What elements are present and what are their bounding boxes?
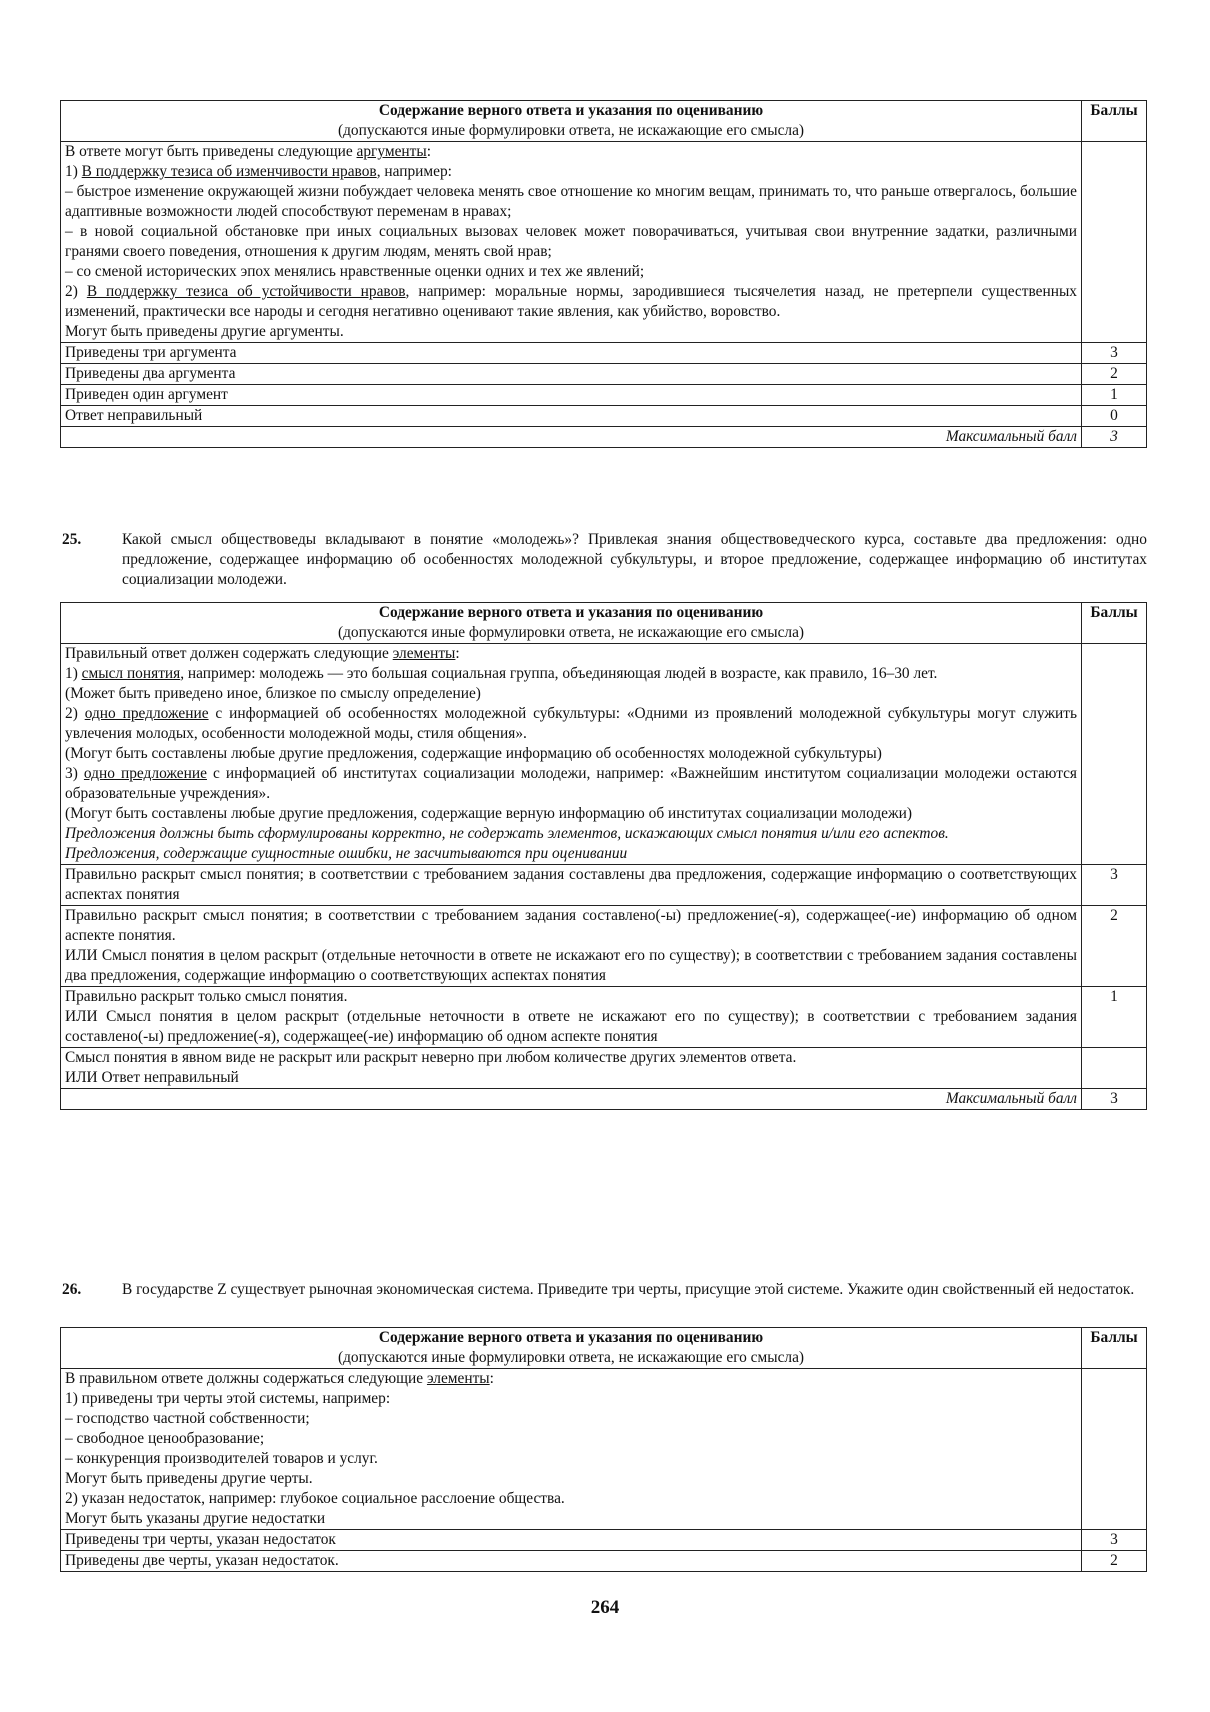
score-row: Правильно раскрыт смысл понятия; в соответствии с требованием задания составлено(-ы) предложение(-я), содержащее(-ие) информацию об одном аспекте понятия. ИЛИ Смысл понятия в целом раскрыт (отдельные неточности в ответе не искажают его по существу); в соответствии с требованием задания составлены два предложения, содержащие информацию о соответствующих аспектах понятия 2 [61,906,1147,987]
rubric-table-25 [60,602,1147,1110]
header-points: Баллы [1082,603,1147,644]
question-25 [62,530,1147,590]
score-row: Приведен один аргумент 1 [61,385,1147,406]
italic-note-2: Предложения, содержащие сущностные ошибки, не засчитываются при оценивании [65,845,628,862]
max-score-row [61,1089,1147,1110]
header-subtitle: (допускаются иные формулировки ответа, не искажающие его смысла) [337,624,805,641]
argument-3: – со сменой исторических эпох менялись нравственные оценки одних и тех же явлений; [65,263,645,280]
question-number: 25. [62,531,82,548]
element-1: 1) смысл понятия, например: молодежь — это большая социальная группа, объединяющая людей в возрасте, как правило, 16–30 лет. [65,665,938,682]
question-text: Какой смысл обществоведы вкладывают в понятие «молодежь»? Привлекая знания обществоведческого курса, составьте два предложения: одно предложение, содержащее информацию об особенностях молодежной субкультуры, и второе предложение, содержащее информацию об институтах социализации молодежи. [122,531,1147,588]
criteria-cell [61,142,1082,343]
max-score-label: Максимальный балл [61,1089,1082,1110]
score-row: Правильно раскрыт смысл понятия; в соответствии с требованием задания составлены два предложения, содержащие информацию о соответствующих аспектах понятия 3 [61,865,1147,906]
other-note: Могут быть приведены другие аргументы. [65,323,344,340]
intro-line: Правильный ответ должен содержать следующие элементы: [65,645,460,662]
header-points: Баллы [1082,1328,1147,1369]
table-header-row [61,1328,1147,1369]
max-score-label: Максимальный балл [61,427,1082,448]
header-subtitle: (допускаются иные формулировки ответа, не искажающие его смысла) [337,122,805,139]
score-row: Ответ неправильный 0 [61,406,1147,427]
max-score-value: 3 [1082,427,1147,448]
table-header-row [61,101,1147,142]
score-row: Правильно раскрыт только смысл понятия. ИЛИ Смысл понятия в целом раскрыт (отдельные неточности в ответе не искажают его по существу); в соответствии с требованием задания составлено(-ы) предложение(-я), содержащее(-ие) информацию об одном аспекте понятия 1 [61,987,1147,1048]
intro-line: В ответе могут быть приведены следующие аргументы: [65,143,432,160]
header-cell [61,101,1082,142]
point-1: 1) В поддержку тезиса об изменчивости нравов, например: [65,163,452,180]
header-title: Содержание верного ответа и указания по оцениванию [378,1329,764,1346]
question-26 [62,1280,1147,1300]
question-number: 26. [62,1281,82,1298]
max-score-row [61,427,1147,448]
header-subtitle: (допускаются иные формулировки ответа, не искажающие его смысла) [337,1349,805,1366]
criteria-cell [61,644,1082,865]
question-text: В государстве Z существует рыночная экономическая система. Приведите три черты, присущие этой системе. Укажите один свойственный ей недостаток. [122,1281,1135,1298]
element-1-note: (Может быть приведено иное, близкое по смыслу определение) [65,685,481,702]
criteria-cell: В правильном ответе должны содержаться следующие элементы: 1) приведены три черты этой системы, например: – господство частной собственности; – свободное ценообразование; – конкуренция производителей товаров и услуг. Могут быть приведены другие черты. 2) указан недостаток, например: глубокое социальное расслоение общества. Могут быть указаны другие недостатки [61,1369,1082,1530]
max-score-value: 3 [1082,1089,1147,1110]
header-cell [61,1328,1082,1369]
point-2: 2) В поддержку тезиса об устойчивости нравов, например: моральные нормы, зародившиеся тысячелетия назад, не претерпели существенных изменений, практически все народы и сегодня негативно оценивают такие явления, как убийство, воровство. [65,283,1077,320]
intro-line: В правильном ответе должны содержаться следующие элементы: [65,1370,494,1387]
header-points: Баллы [1082,101,1147,142]
score-row: Приведены два аргумента 2 [61,364,1147,385]
score-row: Приведены две черты, указан недостаток. 2 [61,1551,1147,1572]
page-number: 264 [590,1597,620,1618]
criteria-row [61,142,1147,343]
header-title: Содержание верного ответа и указания по оцениванию [378,102,764,119]
criteria-row [61,644,1147,865]
table-header-row [61,603,1147,644]
element-3: 3) одно предложение с информацией об институтах социализации молодежи, например: «Важнейшим институтом социализации молодежи остаются образовательные учреждения». [65,765,1078,802]
element-2: 2) одно предложение с информацией об особенностях молодежной субкультуры: «Одними из проявлений молодежной субкультуры могут служить увлечения молодых, особенности молодежной моды, стиля общения». [65,705,1078,742]
rubric-table-26 [60,1327,1147,1572]
argument-2: – в новой социальной обстановке при иных социальных вызовах человек может поворачиваться, учитывая свои внутренние задатки, различными гранями своего поведения, отношения к другим людям, менять свой нрав; [65,223,1077,260]
criteria-row [61,1369,1147,1530]
header-title: Содержание верного ответа и указания по оцениванию [378,604,764,621]
score-row: Приведены три аргумента 3 [61,343,1147,364]
element-3-note: (Могут быть составлены любые другие предложения, содержащие верную информацию об институтах социализации молодежи) [65,805,912,822]
header-cell [61,603,1082,644]
argument-1: – быстрое изменение окружающей жизни побуждает человека менять свое отношение ко многим вещам, принимать то, что раньше отвергалось, большие адаптивные возможности людей способствуют переменам в нравах; [65,183,1077,220]
element-2-note: (Могут быть составлены любые другие предложения, содержащие информацию об особенностях молодежной субкультуры) [65,745,882,762]
italic-note-1: Предложения должны быть сформулированы корректно, не содержать элементов, искажающих смысл понятия и/или его аспектов. [65,825,949,842]
score-row: Приведены три черты, указан недостаток 3 [61,1530,1147,1551]
score-row: Смысл понятия в явном виде не раскрыт или раскрыт неверно при любом количестве других элементов ответа. ИЛИ Ответ неправильный [61,1048,1147,1089]
rubric-table-24 [60,100,1147,448]
